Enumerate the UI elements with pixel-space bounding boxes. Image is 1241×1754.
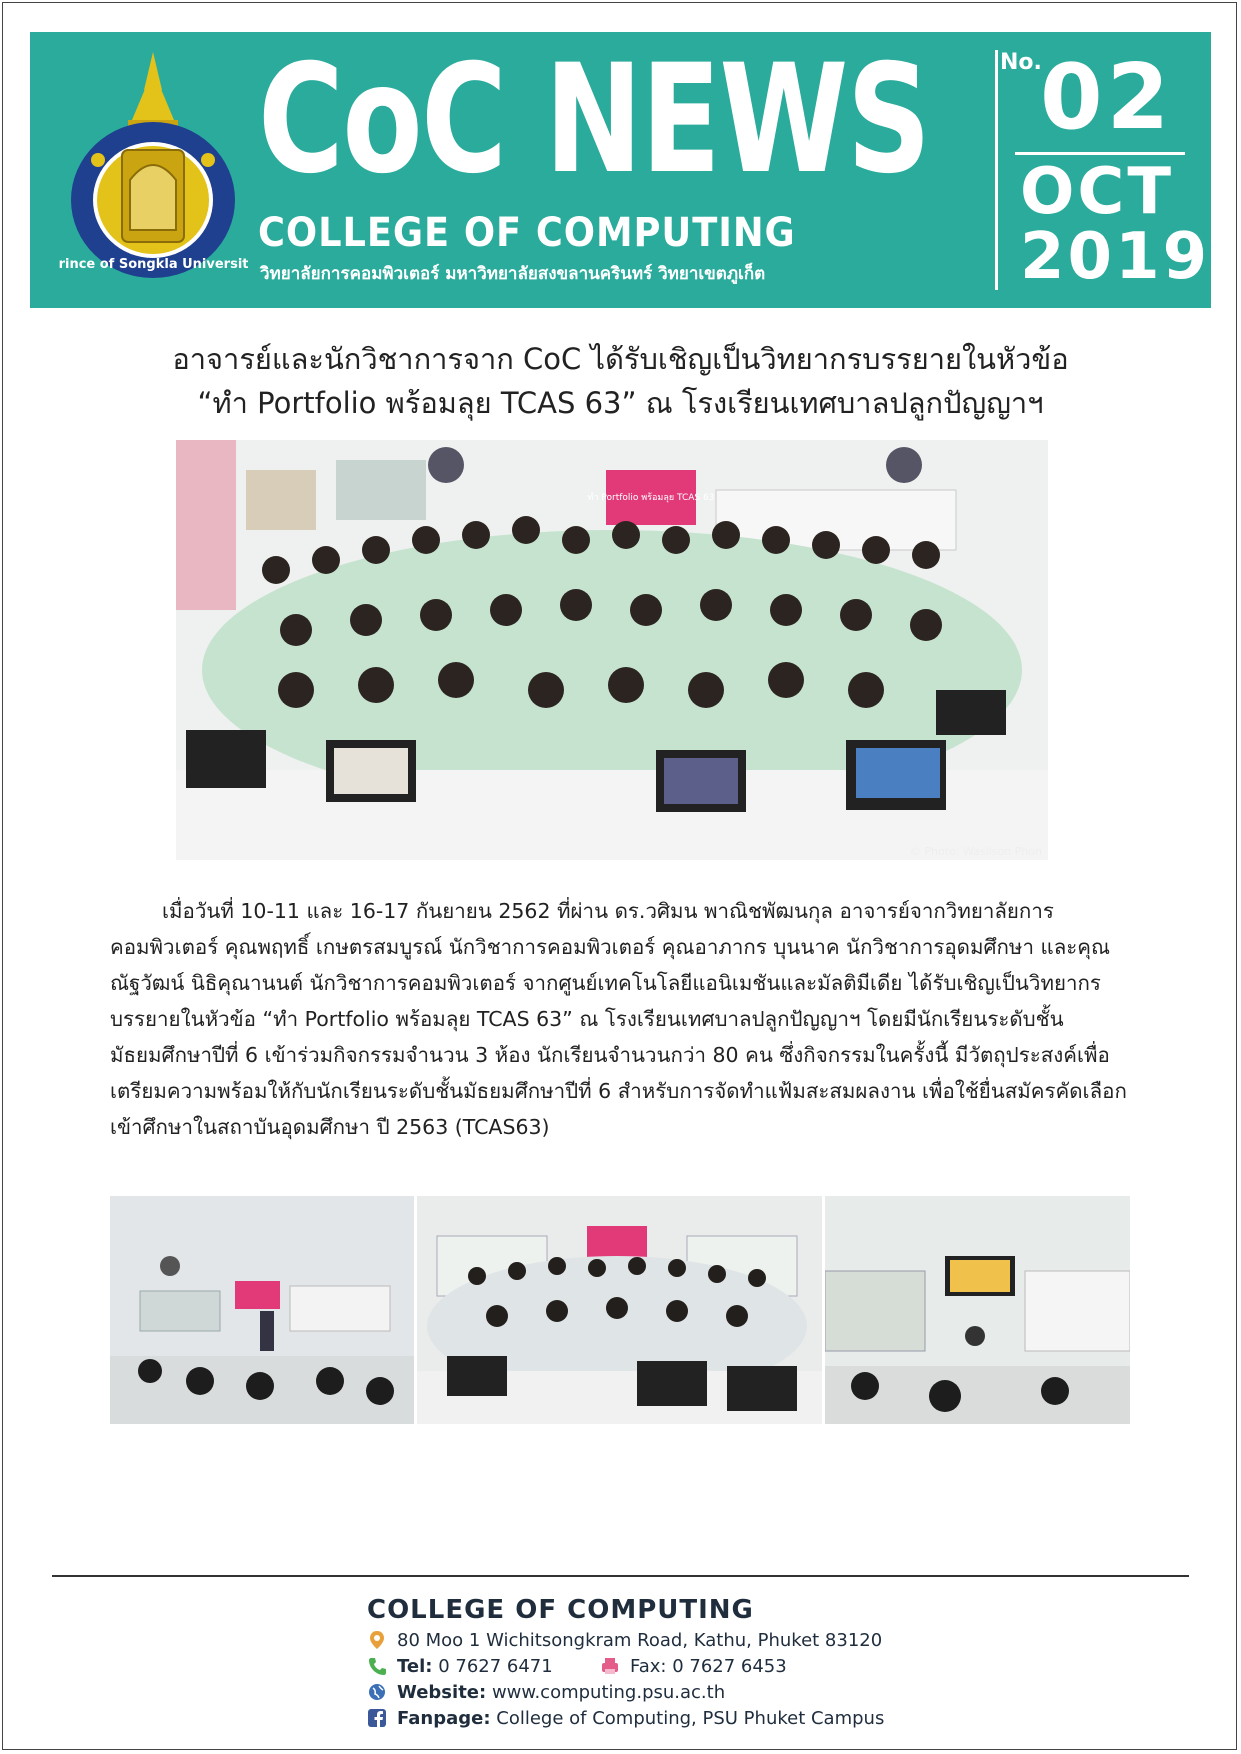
issue-month: OCT [1020,155,1175,229]
article-body [110,893,1130,1145]
footer-tel-row [367,1656,553,1677]
phone-icon [367,1656,387,1676]
fanpage-link[interactable]: College of Computing, PSU Phuket Campus [496,1708,885,1729]
footer-fax-row [600,1656,787,1677]
location-pin-icon [367,1630,387,1650]
fax-icon [600,1656,620,1676]
footer-website-row [367,1682,725,1703]
classroom-photo-3 [825,1196,1130,1424]
footer-org-name: COLLEGE OF COMPUTING [367,1595,754,1625]
psu-logo [58,50,248,280]
newsletter-subtitle: COLLEGE OF COMPUTING [258,210,796,256]
tel-number: 0 7627 6471 [438,1656,553,1677]
headline-line-2: “ทำ Portfolio พร้อมลุย TCAS 63” ณ โรงเรียนเทศบาลปลูกปัญญาฯ [197,386,1044,420]
footer-address-row [367,1630,882,1651]
website-link[interactable]: www.computing.psu.ac.th [491,1682,726,1703]
photo-credit: © Photo: Wasilson Phon [909,845,1042,858]
fax-label: Fax: [630,1656,667,1677]
fax-number: 0 7627 6453 [672,1656,787,1677]
footer-divider [52,1575,1189,1577]
article-paragraph: เมื่อวันที่ 10-11 และ 16-17 กันยายน 2562 ที่ผ่าน ดร.วศิมน พาณิชพัฒนกุล อาจารย์จากวิทยาลัยการคอมพิวเตอร์ คุณพฤทธิ์ เกษตรสมบูรณ์ นักวิชาการคอมพิวเตอร์ คุณอาภากร บุนนาค นักวิชาการอุดมศึกษา และคุณณัฐวัฒน์ นิธิคุณานนต์ นักวิชาการคอมพิวเตอร์ จากศูนย์เทคโนโลยีแอนิเมชันและมัลติมีเดีย ได้รับเชิญเป็นวิทยากรบรรยายในหัวข้อ “ทำ Portfolio พร้อมลุย TCAS 63” ณ โรงเรียนเทศบาลปลูกปัญญาฯ โดยมีนักเรียนระดับชั้นมัธยมศึกษาปีที่ 6 เข้าร่วมกิจกรรมจำนวน 3 ห้อง นักเรียนจำนวนกว่า 80 คน ซึ่งกิจกรรมในครั้งนี้ มีวัตถุประสงค์เพื่อเตรียมความพร้อมให้กับนักเรียนระดับชั้นมัธยมศึกษาปีที่ 6 สำหรับการจัดทำแฟ้มสะสมผลงาน เพื่อใช้ยื่นสมัครคัดเลือกเข้าศึกษาในสถาบันอุดมศึกษา ปี 2563 (TCAS63) [110,899,1127,1139]
footer-address: 80 Moo 1 Wichitsongkram Road, Kathu, Phuket 83120 [397,1630,883,1651]
footer-fanpage-row [367,1708,884,1729]
issue-year: 2019 [1020,220,1211,294]
headline-line-1: อาจารย์และนักวิชาการจาก CoC ได้รับเชิญเป็นวิทยากรบรรยายในหัวข้อ [172,342,1069,376]
website-label: Website: [397,1682,487,1703]
issue-label: No. [1000,50,1042,75]
issue-number: 02 [1040,45,1174,150]
facebook-icon [367,1708,387,1728]
logo-caption: Prince of Songkla University [58,257,248,272]
main-classroom-photo [176,440,1048,860]
globe-icon [367,1682,387,1702]
presentation-screen-text: ทำ Portfolio พร้อมลุย TCAS 63 [587,493,715,503]
classroom-photo-1 [110,1196,414,1424]
newsletter-title: CoC NEWS [258,33,930,207]
newsletter-thai-subtitle: วิทยาลัยการคอมพิวเตอร์ มหาวิทยาลัยสงขลานครินทร์ วิทยาเขตภูเก็ต [260,264,766,284]
fanpage-label: Fanpage: [397,1708,491,1729]
tel-label: Tel: [397,1656,433,1677]
newsletter-banner [30,32,1211,308]
classroom-photo-2 [417,1196,822,1424]
banner-divider [995,50,998,290]
